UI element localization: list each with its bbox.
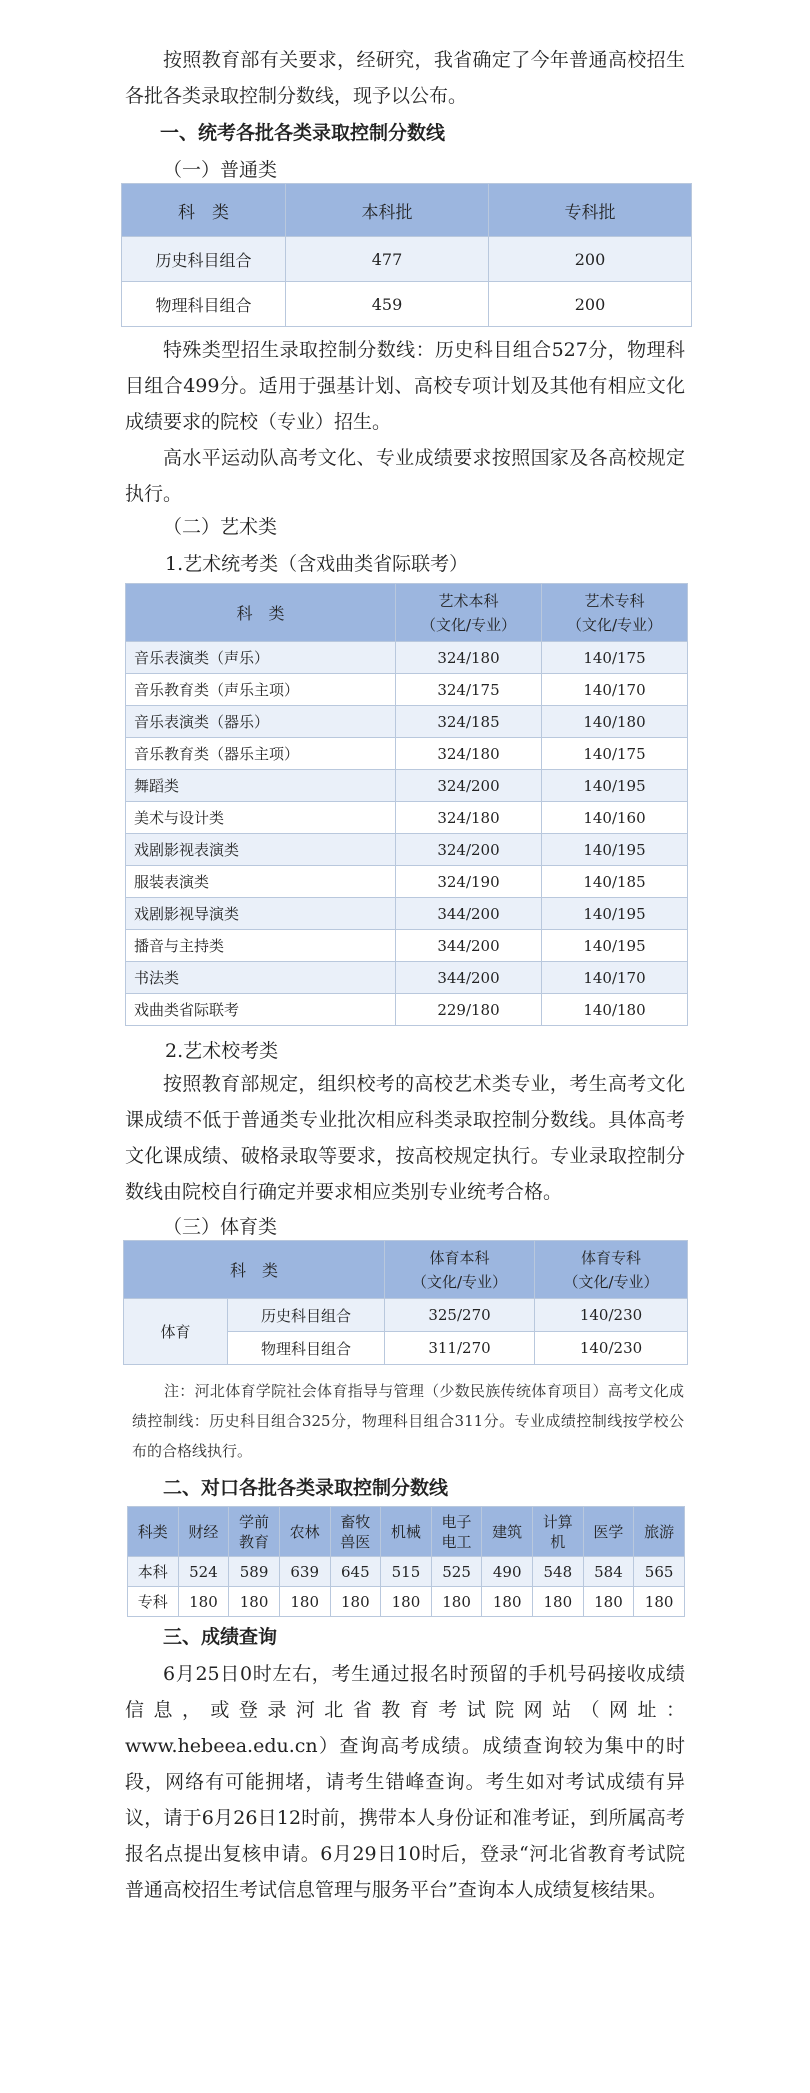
row-label: 美术与设计类 bbox=[126, 802, 396, 834]
header-line-1: 电子 bbox=[441, 1512, 472, 1531]
score-cell: 140/195 bbox=[542, 930, 688, 962]
score-cell: 200 bbox=[489, 237, 692, 282]
row-label: 播音与主持类 bbox=[126, 930, 396, 962]
score-cell: 180 bbox=[634, 1587, 685, 1617]
table-row bbox=[126, 738, 688, 770]
score-cell: 515 bbox=[381, 1557, 432, 1587]
row-label: 音乐教育类（声乐主项） bbox=[126, 674, 396, 706]
score-cell: 180 bbox=[381, 1587, 432, 1617]
row-label: 音乐表演类（声乐） bbox=[126, 642, 396, 674]
header-line-1: 艺术专科 bbox=[584, 591, 645, 610]
table-header-row bbox=[126, 584, 688, 642]
score-cell: 565 bbox=[634, 1557, 685, 1587]
header-junior-college: 专科批 bbox=[489, 184, 692, 237]
header-line-2: 兽医 bbox=[340, 1532, 371, 1551]
score-cell: 477 bbox=[286, 237, 489, 282]
row-label: 历史科目组合 bbox=[122, 237, 286, 282]
special-admission-paragraph: 特殊类型招生录取控制分数线：历史科目组合527分，物理科目组合499分。适用于强基计划、高校专项计划及其他有相应文化成绩要求的院校（专业）招生。 bbox=[125, 339, 685, 433]
score-cell: 548 bbox=[533, 1557, 584, 1587]
table-row bbox=[128, 1557, 685, 1587]
header-art-junior-college bbox=[542, 584, 688, 642]
athlete-team-paragraph: 高水平运动队高考文化、专业成绩要求按照国家及各高校规定执行。 bbox=[125, 447, 685, 505]
score-cell: 140/180 bbox=[542, 994, 688, 1026]
score-cell: 140/180 bbox=[542, 706, 688, 738]
score-cell: 200 bbox=[489, 282, 692, 327]
row-label: 音乐教育类（器乐主项） bbox=[126, 738, 396, 770]
score-cell: 180 bbox=[583, 1587, 634, 1617]
row-label: 历史科目组合 bbox=[228, 1299, 385, 1332]
score-cell: 490 bbox=[482, 1557, 533, 1587]
table-row bbox=[126, 930, 688, 962]
art-school-exam-paragraph: 按照教育部规定，组织校考的高校艺术类专业，考生高考文化课成绩不低于普通类专业批次相应科类录取控制分数线。具体高考文化课成绩、破格录取等要求，按高校规定执行。专业录取控制分数线由院校自行确定并要求相应类别专业统考合格。 bbox=[125, 1073, 685, 1203]
header-cell bbox=[431, 1507, 482, 1557]
score-cell: 229/180 bbox=[396, 994, 542, 1026]
table-row bbox=[126, 866, 688, 898]
table-row bbox=[122, 282, 692, 327]
sports-table bbox=[123, 1240, 688, 1365]
table-row bbox=[126, 962, 688, 994]
header-cell bbox=[330, 1507, 381, 1557]
score-cell: 140/170 bbox=[542, 962, 688, 994]
score-cell: 180 bbox=[431, 1587, 482, 1617]
table-row bbox=[126, 994, 688, 1026]
art-unified-table bbox=[125, 583, 688, 1026]
header-line-2: 教育 bbox=[239, 1532, 270, 1551]
score-cell: 525 bbox=[431, 1557, 482, 1587]
header-cell: 机械 bbox=[381, 1507, 432, 1557]
header-cell bbox=[229, 1507, 280, 1557]
header-subject: 科 类 bbox=[126, 584, 396, 642]
subsection-general-heading: （一）普通类 bbox=[163, 159, 278, 181]
score-cell: 324/190 bbox=[396, 866, 542, 898]
table-row bbox=[126, 770, 688, 802]
score-cell: 140/195 bbox=[542, 834, 688, 866]
score-cell: 140/170 bbox=[542, 674, 688, 706]
subsection-sports-heading: （三）体育类 bbox=[163, 1216, 278, 1238]
row-label: 戏剧影视表演类 bbox=[126, 834, 396, 866]
score-cell: 524 bbox=[178, 1557, 229, 1587]
intro-paragraph: 按照教育部有关要求，经研究，我省确定了今年普通高校招生各批各类录取控制分数线，现予以公布。 bbox=[125, 49, 685, 107]
header-line-2: （文化/专业） bbox=[420, 615, 517, 634]
score-cell: 140/175 bbox=[542, 738, 688, 770]
table-header-row bbox=[124, 1241, 688, 1299]
score-cell: 645 bbox=[330, 1557, 381, 1587]
row-label: 物理科目组合 bbox=[228, 1332, 385, 1365]
header-line-2: 电工 bbox=[441, 1532, 472, 1551]
header-cell: 医学 bbox=[583, 1507, 634, 1557]
score-cell: 140/230 bbox=[535, 1299, 688, 1332]
header-cell: 财经 bbox=[178, 1507, 229, 1557]
score-cell: 311/270 bbox=[385, 1332, 535, 1365]
score-cell: 180 bbox=[482, 1587, 533, 1617]
score-cell: 584 bbox=[583, 1557, 634, 1587]
table-row bbox=[126, 834, 688, 866]
table-row bbox=[122, 237, 692, 282]
score-cell: 639 bbox=[279, 1557, 330, 1587]
score-cell: 344/200 bbox=[396, 930, 542, 962]
vocational-table bbox=[127, 1506, 685, 1617]
score-cell: 324/180 bbox=[396, 802, 542, 834]
score-cell: 324/185 bbox=[396, 706, 542, 738]
header-cell: 农林 bbox=[279, 1507, 330, 1557]
header-line-2: （文化/专业） bbox=[411, 1272, 508, 1291]
score-query-paragraph: 6月25日0时左右，考生通过报名时预留的手机号码接收成绩信息，或登录河北省教育考试院网站（网址：www.hebeea.edu.cn）查询高考成绩。成绩查询较为集中的时段，网络有可能拥堵，请考生错峰查询。考生如对考试成绩有异议，请于6月26日12时前，携带本人身份证和准考证，到所属高考报名点提出复核申请。6月29日10时后，登录“河北省教育考试院普通高校招生考试信息管理与服务平台”查询本人成绩复核结果。 bbox=[125, 1663, 685, 1901]
score-cell: 324/180 bbox=[396, 642, 542, 674]
score-cell: 589 bbox=[229, 1557, 280, 1587]
header-sports-junior-college bbox=[535, 1241, 688, 1299]
header-line-1: 畜牧 bbox=[340, 1512, 371, 1531]
row-label: 专科 bbox=[128, 1587, 179, 1617]
table-row bbox=[126, 802, 688, 834]
header-line-2: （文化/专业） bbox=[566, 615, 663, 634]
header-line-1: 体育本科 bbox=[429, 1248, 490, 1267]
header-line-1: 计算 bbox=[542, 1512, 573, 1531]
score-cell: 180 bbox=[229, 1587, 280, 1617]
header-art-undergraduate bbox=[396, 584, 542, 642]
table-row bbox=[128, 1587, 685, 1617]
table-row bbox=[124, 1299, 688, 1332]
header-line-2: （文化/专业） bbox=[563, 1272, 659, 1291]
row-label: 音乐表演类（器乐） bbox=[126, 706, 396, 738]
row-label: 本科 bbox=[128, 1557, 179, 1587]
row-label: 戏剧影视导演类 bbox=[126, 898, 396, 930]
table-row bbox=[126, 674, 688, 706]
row-label: 物理科目组合 bbox=[122, 282, 286, 327]
group-label: 体育 bbox=[124, 1299, 228, 1365]
header-line-1: 艺术本科 bbox=[438, 591, 499, 610]
header-line-1: 体育专科 bbox=[581, 1248, 642, 1267]
table-row bbox=[126, 642, 688, 674]
header-subject: 科 类 bbox=[122, 184, 286, 237]
score-cell: 325/270 bbox=[385, 1299, 535, 1332]
sports-note: 注：河北体育学院社会体育指导与管理（少数民族传统体育项目）高考文化成绩控制线：历史科目组合325分，物理科目组合311分。专业成绩控制线按学校公布的合格线执行。 bbox=[132, 1382, 684, 1460]
row-label: 舞蹈类 bbox=[126, 770, 396, 802]
table-header-row bbox=[122, 184, 692, 237]
header-cell: 建筑 bbox=[482, 1507, 533, 1557]
header-line-1: 学前 bbox=[239, 1512, 270, 1531]
section-2-heading: 二、对口各批各类录取控制分数线 bbox=[163, 1477, 449, 1499]
score-cell: 140/195 bbox=[542, 898, 688, 930]
score-cell: 140/175 bbox=[542, 642, 688, 674]
row-label: 戏曲类省际联考 bbox=[126, 994, 396, 1026]
score-cell: 180 bbox=[279, 1587, 330, 1617]
score-cell: 140/230 bbox=[535, 1332, 688, 1365]
table-row bbox=[126, 706, 688, 738]
art-table-body bbox=[126, 642, 688, 1026]
score-cell: 140/195 bbox=[542, 770, 688, 802]
header-subject: 科 类 bbox=[124, 1241, 385, 1299]
score-cell: 140/185 bbox=[542, 866, 688, 898]
score-cell: 324/180 bbox=[396, 738, 542, 770]
header-line-2: 机 bbox=[550, 1532, 566, 1551]
art-unified-exam-heading: 1.艺术统考类（含戏曲类省际联考） bbox=[165, 553, 469, 575]
score-cell: 344/200 bbox=[396, 898, 542, 930]
row-label: 服装表演类 bbox=[126, 866, 396, 898]
section-1-heading: 一、统考各批各类录取控制分数线 bbox=[160, 122, 446, 144]
score-cell: 140/160 bbox=[542, 802, 688, 834]
header-sports-undergraduate bbox=[385, 1241, 535, 1299]
header-cell bbox=[533, 1507, 584, 1557]
header-cell: 科类 bbox=[128, 1507, 179, 1557]
score-cell: 324/200 bbox=[396, 834, 542, 866]
score-cell: 459 bbox=[286, 282, 489, 327]
score-cell: 180 bbox=[533, 1587, 584, 1617]
score-cell: 180 bbox=[178, 1587, 229, 1617]
section-3-heading: 三、成绩查询 bbox=[163, 1626, 278, 1648]
score-cell: 324/175 bbox=[396, 674, 542, 706]
table-header-row bbox=[128, 1507, 685, 1557]
header-undergraduate: 本科批 bbox=[286, 184, 489, 237]
general-category-table bbox=[121, 183, 692, 327]
score-cell: 180 bbox=[330, 1587, 381, 1617]
score-cell: 344/200 bbox=[396, 962, 542, 994]
score-cell: 324/200 bbox=[396, 770, 542, 802]
art-school-exam-heading: 2.艺术校考类 bbox=[165, 1040, 279, 1062]
subsection-art-heading: （二）艺术类 bbox=[163, 516, 278, 538]
row-label: 书法类 bbox=[126, 962, 396, 994]
table-row bbox=[126, 898, 688, 930]
header-cell: 旅游 bbox=[634, 1507, 685, 1557]
